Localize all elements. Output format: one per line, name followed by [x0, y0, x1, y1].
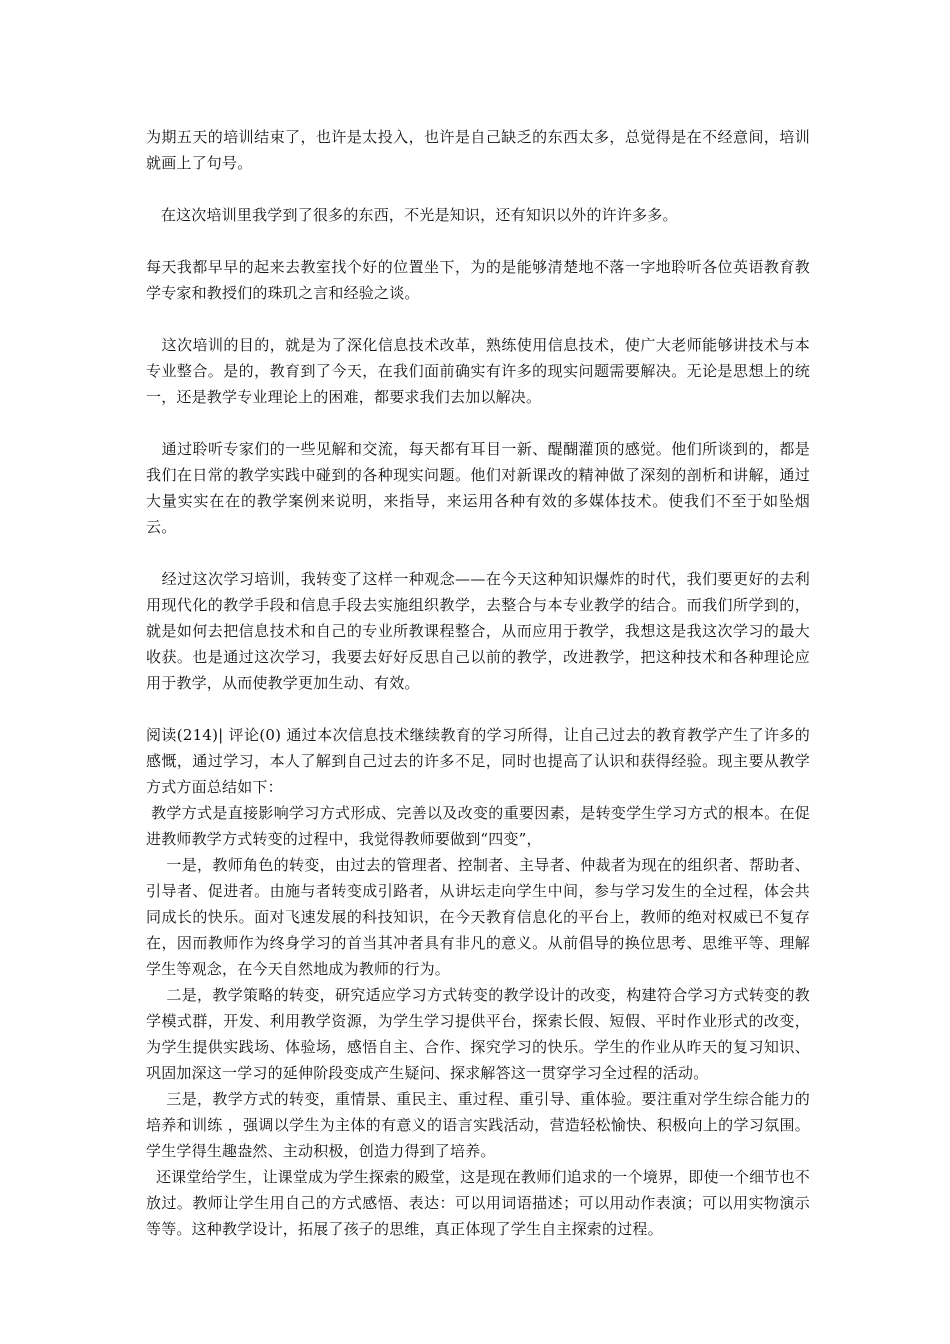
- paragraph-method-change: 三是，教学方式的转变，重情景、重民主、重过程、重引导、重体验。要注重对学生综合能力的培养和训练 ，强调以学生为主体的有意义的语言实践活动，营造轻松愉快、积极向上的学习氛围。学生学得生趣盎然、主动积极，创造力得到了培养。: [146, 1090, 811, 1160]
- paragraph-daily-attendance: 每天我都早早的起来去教室找个好的位置坐下，为的是能够清楚地不落一字地聆听各位英语教育教学专家和教授们的珠玑之言和经验之谈。: [146, 258, 810, 302]
- paragraph-learned-much: 在这次培训里我学到了很多的东西，不光是知识，还有知识以外的许许多多。: [146, 206, 678, 224]
- paragraph-role-change: 一是，教师角色的转变，由过去的管理者、控制者、主导者、仲裁者为现在的组织者、帮助者、引导者、促进者。由施与者转变成引路者，从讲坛走向学生中间，参与学习发生的全过程，体会共同成长的快乐。面对飞速发展的科技知识，在今天教育信息化的平台上，教师的绝对权威已不复存在，因而教师作为终身学习的首当其冲者具有非凡的意义。从前倡导的换位思考、思维平等、理解学生等观念，在今天自然地成为教师的行为。: [146, 856, 811, 978]
- paragraph-training-purpose: 这次培训的目的，就是为了深化信息技术改革，熟练使用信息技术，使广大老师能够讲技术与本专业整合。是的，教育到了今天，在我们面前确实有许多的现实问题需要解决。无论是思想上的统一，还是教学专业理论上的困难，都要求我们去加以解决。: [146, 336, 811, 406]
- paragraph-teaching-method: 教学方式是直接影响学习方式形成、完善以及改变的重要因素，是转变学生学习方式的根本。在促进教师教学方式转变的过程中，我觉得教师要做到“四变”，: [146, 804, 811, 848]
- document-body: [146, 124, 810, 1242]
- paragraph-strategy-change: 二是，教学策略的转变，研究适应学习方式转变的教学设计的改变，构建符合学习方式转变的教学模式群，开发、利用教学资源，为学生学习提供平台，探索长假、短假、平时作业形式的改变，为学生提供实践场、体验场，感悟自主、合作、探究学习的快乐。学生的作业从昨天的复习知识、巩固加深这一学习的延伸阶段变成产生疑问、探求解答这一贯穿学习全过程的活动。: [146, 986, 811, 1082]
- paragraph-return-classroom: 还课堂给学生，让课堂成为学生探索的殿堂，这是现在教师们追求的一个境界，即使一个细节也不放过。教师让学生用自己的方式感悟、表达：可以用词语描述；可以用动作表演；可以用实物演示等等。这种教学设计，拓展了孩子的思维，真正体现了学生自主探索的过程。: [146, 1168, 811, 1238]
- paragraph-training-end: 为期五天的培训结束了，也许是太投入，也许是自己缺乏的东西太多，总觉得是在不经意间，培训就画上了句号。: [146, 128, 810, 172]
- paragraph-expert-exchange: 通过聆听专家们的一些见解和交流，每天都有耳目一新、醍醐灌顶的感觉。他们所谈到的，都是我们在日常的教学实践中碰到的各种现实问题。他们对新课改的精神做了深刻的剖析和讲解，通过大量实实在在的教学案例来说明，来指导，来运用各种有效的多媒体技术。使我们不至于如坠烟云。: [146, 440, 811, 536]
- paragraph-reading-comments: 阅读(214)| 评论(0) 通过本次信息技术继续教育的学习所得，让自己过去的教育教学产生了许多的感慨，通过学习，本人了解到自己过去的许多不足，同时也提高了认识和获得经验。现主要从教学方式方面总结如下：: [146, 726, 810, 796]
- paragraph-concept-change: 经过这次学习培训，我转变了这样一种观念——在今天这种知识爆炸的时代，我们要更好的去利用现代化的教学手段和信息手段去实施组织教学，去整合与本专业教学的结合。而我们所学到的，就是如何去把信息技术和自己的专业所教课程整合，从而应用于教学，我想这是我这次学习的最大收获。也是通过这次学习，我要去好好反思自己以前的教学，改进教学，把这种技术和各种理论应用于教学，从而使教学更加生动、有效。: [146, 570, 811, 692]
